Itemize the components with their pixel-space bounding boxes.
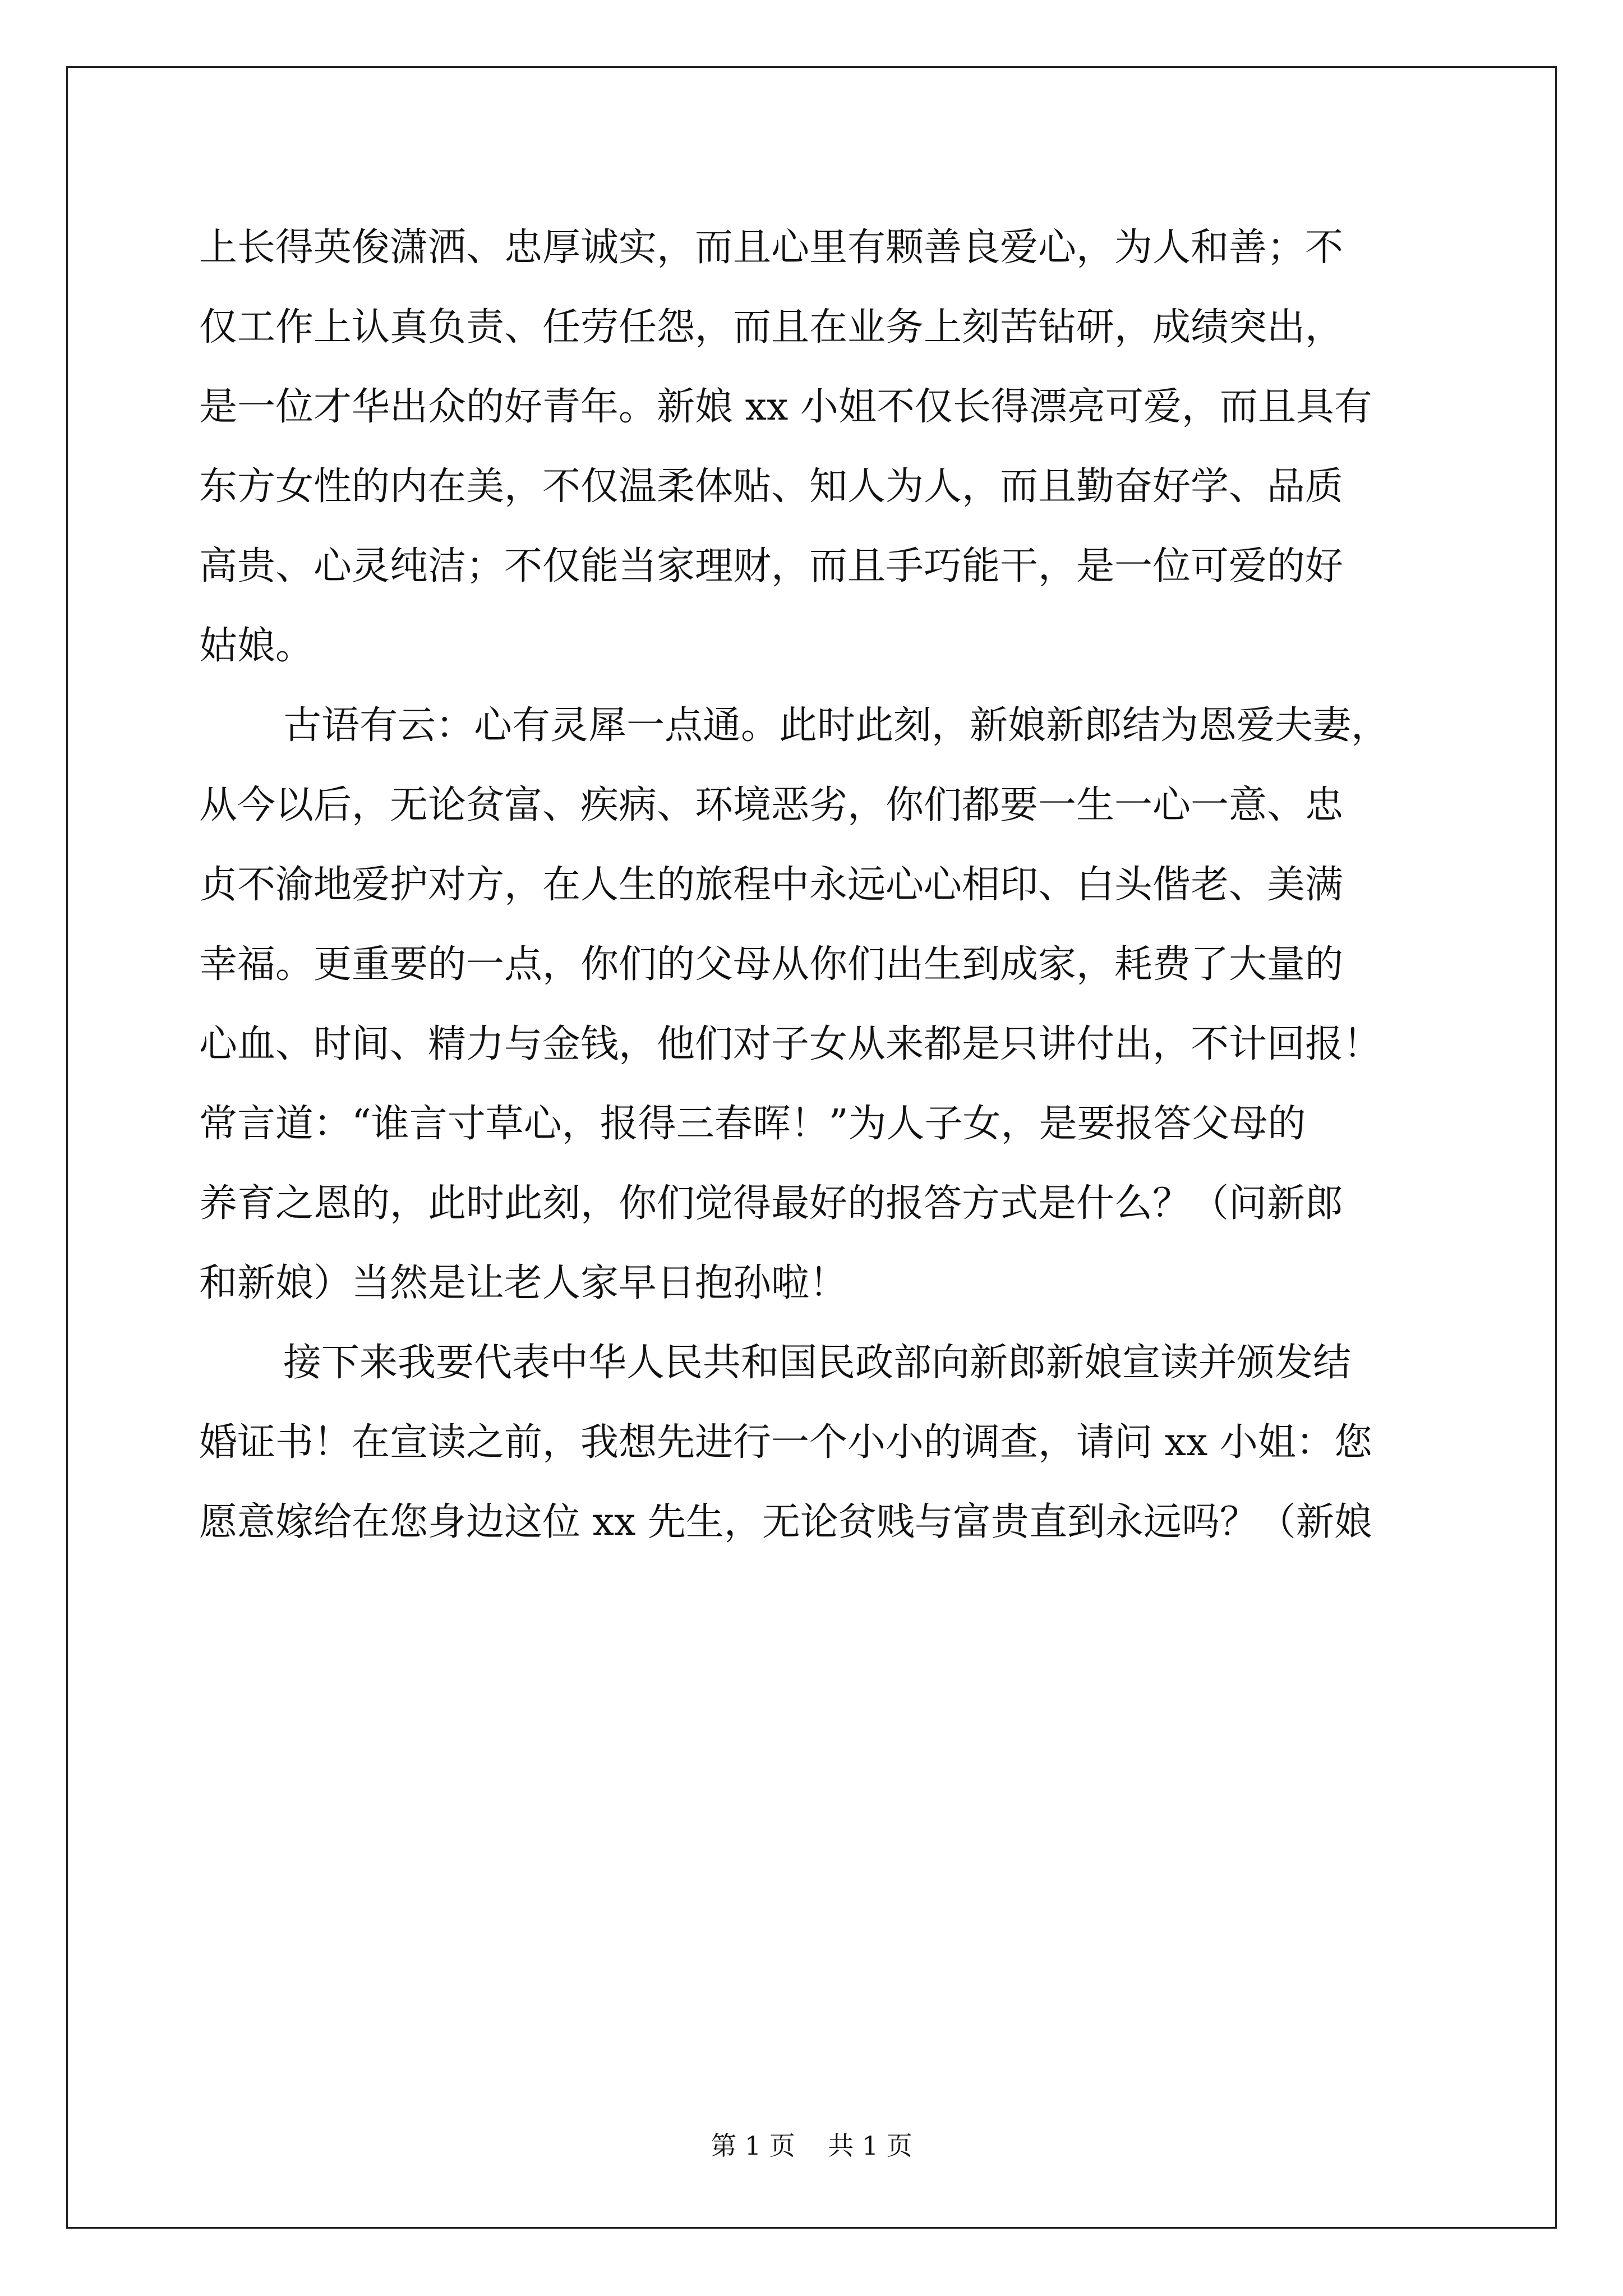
page-footer: 第 1 页 共 1 页 [711,2131,912,2161]
text-line: 上长得英俊潇洒、忠厚诚实，而且心里有颗善良爱心，为人和善；不 [199,226,1344,270]
text-line: 高贵、心灵纯洁；不仅能当家理财，而且手巧能干，是一位可爱的好 [199,544,1344,588]
text-line: 贞不渝地爱护对方，在人生的旅程中永远心心相印、白头偕老、美满 [199,863,1344,907]
text-line: 东方女性的内在美，不仅温柔体贴、知人为人，而且勤奋好学、品质 [199,464,1344,509]
text-line: 愿意嫁给在您身边这位 xx 先生，无论贫贱与富贵直到永远吗？（新娘 [199,1500,1372,1544]
text-line: 常言道：“谁言寸草心，报得三春晖！”为人子女，是要报答父母的 [199,1102,1306,1146]
text-line: 婚证书！在宣读之前，我想先进行一个小小的调查，请问 xx 小姐：您 [199,1420,1372,1465]
text-line: 古语有云：心有灵犀一点通。此时此刻，新娘新郎结为恩爱夫妻， [283,703,1390,748]
text-line: 接下来我要代表中华人民共和国民政部向新郎新娘宣读并颁发结 [283,1341,1352,1385]
text-line: 是一位才华出众的好青年。新娘 xx 小姐不仅长得漂亮可爱，而且具有 [199,385,1372,429]
text-line: 幸福。更重要的一点，你们的父母从你们出生到成家，耗费了大量的 [199,942,1344,987]
text-line: 心血、时间、精力与金钱，他们对子女从来都是只讲付出，不计回报！ [199,1022,1382,1066]
text-line: 养育之恩的，此时此刻，你们觉得最好的报答方式是什么？（问新郎 [199,1181,1344,1226]
text-line: 姑娘。 [199,624,314,668]
text-line: 仅工作上认真负责、任劳任怨，而且在业务上刻苦钻研，成绩突出， [199,305,1344,349]
text-line: 和新娘）当然是让老人家早日抱孙啦！ [199,1261,848,1305]
text-line: 从今以后，无论贫富、疾病、环境恶劣，你们都要一生一心一意、忠 [199,783,1344,827]
